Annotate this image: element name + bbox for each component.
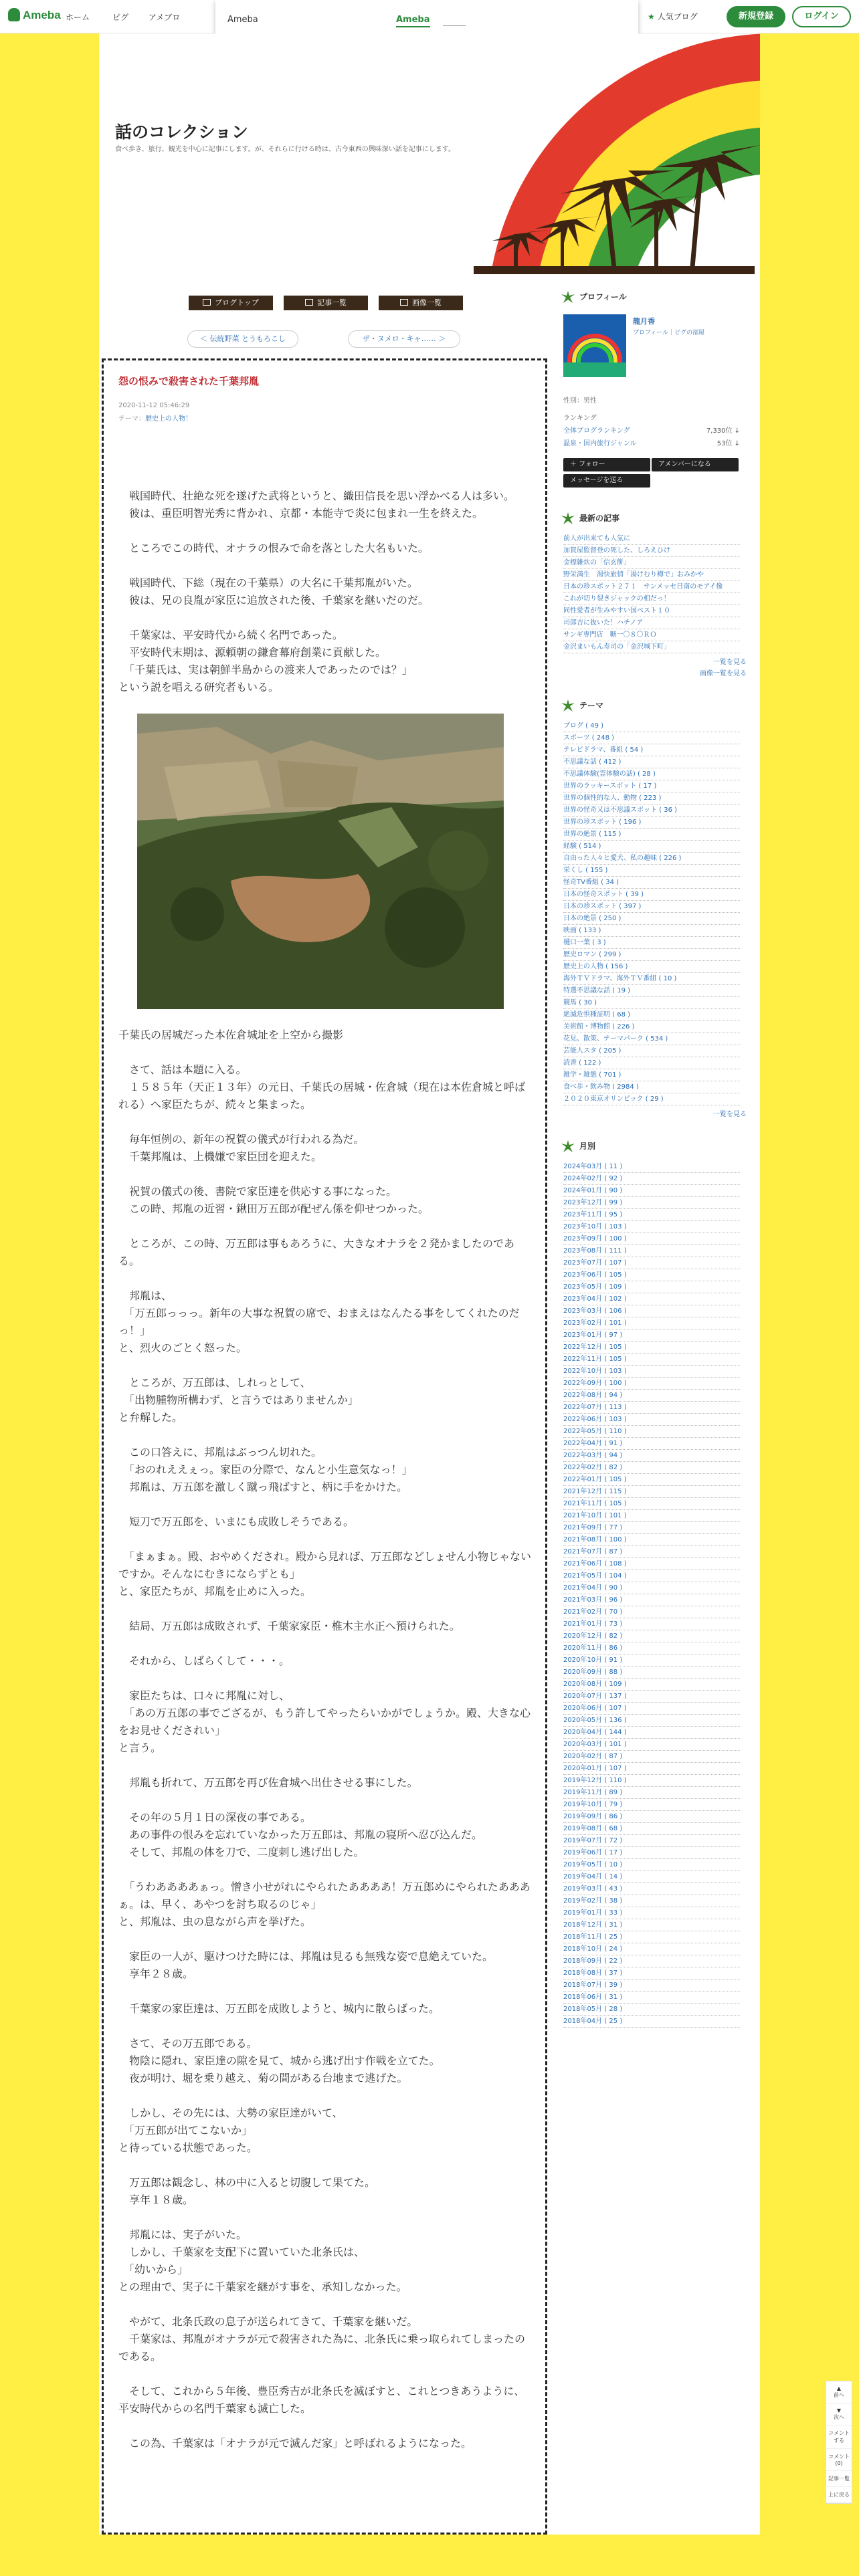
article-paragraph: ところが、この時、万五郎は事もあろうに、大きなオナラを２発かましたのである。 xyxy=(118,1237,515,1267)
leaf-icon xyxy=(561,699,575,712)
month-link[interactable]: 2023年05月 ( 109 ) xyxy=(563,1281,740,1293)
follow-button[interactable]: ＋ フォロー xyxy=(563,458,650,471)
month-link[interactable]: 2022年06月 ( 103 ) xyxy=(563,1414,740,1426)
month-link[interactable]: 2019年04月 ( 14 ) xyxy=(563,1871,740,1883)
month-link[interactable]: 2022年12月 ( 105 ) xyxy=(563,1341,740,1354)
theme-link[interactable]: 不思議な話 ( 412 ) xyxy=(563,756,740,768)
theme-link[interactable]: 歴史上の人物 ( 156 ) xyxy=(563,961,740,973)
theme-link[interactable]: スポーツ ( 248 ) xyxy=(563,732,740,744)
monthly-list xyxy=(563,1161,740,2028)
recent-article-link[interactable]: サンギ専門店 糖一〇８〇ＲＯ xyxy=(563,629,740,641)
theme-link[interactable]: 競馬 ( 30 ) xyxy=(563,997,740,1009)
theme-link[interactable]: 海外ＴＶドラマ、海外ＴＶ番組 ( 10 ) xyxy=(563,973,740,985)
theme-link[interactable]: 不思議体験(霊体験の話) ( 28 ) xyxy=(563,768,740,780)
month-link[interactable]: 2018年12月 ( 31 ) xyxy=(563,1919,740,1931)
month-link[interactable]: 2024年03月 ( 11 ) xyxy=(563,1161,740,1173)
article-paragraph: 家臣の一人が、駆けつけた時には、邦胤は見るも無残な姿で息絶えていた。 享年２８歳。 xyxy=(129,1950,494,1980)
recent-article-link[interactable]: 加賀屋監督登の死した、しろえひけ xyxy=(563,545,740,557)
month-link[interactable]: 2023年02月 ( 101 ) xyxy=(563,1317,740,1329)
prev-button[interactable]: ▲ 前へ xyxy=(826,2381,852,2403)
article-paragraph: やがて、北条氏政の息子が送られてきて、千葉家を継いだ。 千葉家は、邦胤がオナラが元で殺害された為に、北条氏に乗っ取られてしまったのである。 xyxy=(118,2315,526,2363)
theme-link[interactable]: 経験 ( 514 ) xyxy=(563,841,740,853)
signup-button[interactable]: 新規登録 xyxy=(727,6,785,27)
recent-heading: 最新の記事 xyxy=(559,509,753,528)
avatar[interactable] xyxy=(563,314,626,377)
recent-article-link[interactable]: 司郎吉に抜いた！ハチノア xyxy=(563,617,740,629)
article-paragraph: 結局、万五郎は成敗されず、千葉家家臣・椎木主水正へ預けられた。 xyxy=(118,1620,460,1632)
theme-link[interactable]: 怪奇TV番組 ( 34 ) xyxy=(563,877,740,889)
theme-link[interactable]: 世界の個性的な人、動物 ( 223 ) xyxy=(563,792,740,804)
theme-link[interactable]: 歴史ロマン ( 299 ) xyxy=(563,949,740,961)
prev-article-link[interactable]: ＜ 伝統野菜 とうもろこし xyxy=(187,330,298,348)
month-link[interactable]: 2020年10月 ( 91 ) xyxy=(563,1654,740,1667)
theme-list xyxy=(563,720,740,1105)
nav-blog-top[interactable]: ブログトップ xyxy=(189,296,273,310)
month-link[interactable]: 2020年03月 ( 101 ) xyxy=(563,1739,740,1751)
month-link[interactable]: 2023年08月 ( 111 ) xyxy=(563,1245,740,1257)
floating-nav xyxy=(826,2381,852,2504)
theme-link[interactable]: 雑学・雑態 ( 701 ) xyxy=(563,1069,740,1081)
month-link[interactable]: 2023年11月 ( 95 ) xyxy=(563,1209,740,1221)
month-link[interactable]: 2022年07月 ( 113 ) xyxy=(563,1402,740,1414)
theme-link[interactable]: 世界のラッキースポット ( 17 ) xyxy=(563,780,740,792)
next-article-link[interactable]: ザ・ヌメロ・キャ…… ＞ xyxy=(348,330,460,348)
arrow-up-icon: ▲ xyxy=(836,2385,842,2391)
article-list-button[interactable]: 記事一覧 xyxy=(826,2471,852,2487)
photo-caption: 千葉氏の居城だった本佐倉城址を上空から撮影 xyxy=(118,1029,344,1041)
article-paragraph: その年の５月１日の深夜の事である。 あの事件の恨みを忘れていなかった万五郎は、邦胤の寝所へ忍び込んだ。 そして、邦胤の体を刀で、二度刺し逃げ出した。 xyxy=(129,1811,483,1858)
article-theme: テーマ：歴史上の人物！ xyxy=(118,415,192,423)
theme-link[interactable]: 絶滅危惧種証明 ( 68 ) xyxy=(563,1009,740,1021)
comment-button[interactable]: コメントする xyxy=(826,2426,852,2449)
theme-link[interactable]: 美術館・博物館 ( 226 ) xyxy=(563,1021,740,1033)
theme-link[interactable]: 自由った人々と愛犬、私の趣味 ( 226 ) xyxy=(563,853,740,865)
month-link[interactable]: 2022年10月 ( 103 ) xyxy=(563,1366,740,1378)
month-link[interactable]: 2021年01月 ( 73 ) xyxy=(563,1618,740,1630)
month-link[interactable]: 2023年01月 ( 97 ) xyxy=(563,1329,740,1341)
month-link[interactable]: 2024年02月 ( 92 ) xyxy=(563,1173,740,1185)
month-link[interactable]: 2018年11月 ( 25 ) xyxy=(563,1931,740,1943)
article-paragraph: それから、しばらくして・・・。 xyxy=(118,1654,290,1667)
month-link[interactable]: 2024年01月 ( 90 ) xyxy=(563,1185,740,1197)
month-link[interactable]: 2023年04月 ( 102 ) xyxy=(563,1293,740,1305)
month-link[interactable]: 2021年08月 ( 100 ) xyxy=(563,1534,740,1546)
month-link[interactable]: 2023年09月 ( 100 ) xyxy=(563,1233,740,1245)
theme-link[interactable]: ２０２０東京オリンピック ( 29 ) xyxy=(563,1093,740,1105)
month-link[interactable]: 2019年03月 ( 43 ) xyxy=(563,1883,740,1895)
article-paragraph: 邦胤には、実子がいた。 しかし、千葉家を支配下に置いていた北条氏は、 「幼いから」 との理由で、実子に千葉家を継がす事を、承知しなかった。 xyxy=(118,2228,407,2293)
article-paragraph: この口答えに、邦胤はぶっつん切れた。 「おのれええぇっ。家臣の分際で、なんと小生意気なっ！」 邦胤は、万五郎を激しく蹴っ飛ばすと、柄に手をかけた。 xyxy=(129,1446,413,1493)
month-link[interactable]: 2022年08月 ( 94 ) xyxy=(563,1390,740,1402)
recent-article-link[interactable]: 金標雑炊の「信玄餅」 xyxy=(563,557,740,569)
month-link[interactable]: 2021年03月 ( 96 ) xyxy=(563,1594,740,1606)
month-link[interactable]: 2020年06月 ( 107 ) xyxy=(563,1703,740,1715)
month-link[interactable]: 2018年06月 ( 31 ) xyxy=(563,1992,740,2004)
theme-link[interactable]: 世界の絶景 ( 115 ) xyxy=(563,829,740,841)
login-button[interactable]: ログイン xyxy=(792,6,851,27)
profile-heading: プロフィール xyxy=(559,288,753,306)
month-link[interactable]: 2021年12月 ( 115 ) xyxy=(563,1486,740,1498)
blog-title[interactable]: 話のコレクション xyxy=(115,122,249,142)
article-paragraph: 万五郎は観念し、林の中に入ると切腹して果てた。 享年１８歳。 xyxy=(129,2176,376,2206)
article-paragraph: ところが、万五郎は、しれっとして、 「出物腫物所構わず、と言うではありませんか」 と弁解した。 xyxy=(118,1376,359,1424)
month-link[interactable]: 2018年05月 ( 28 ) xyxy=(563,2004,740,2016)
monthly-heading: 月別 xyxy=(559,1137,753,1156)
article-paragraph: この為、千葉家は「オナラが元で滅んだ家」と呼ばれるようになった。 xyxy=(118,2437,472,2450)
month-link[interactable]: 2021年07月 ( 87 ) xyxy=(563,1546,740,1558)
theme-link[interactable]: 世界の怪奇又は不思議スポット ( 36 ) xyxy=(563,804,740,817)
month-link[interactable]: 2021年09月 ( 77 ) xyxy=(563,1522,740,1534)
theme-link[interactable]: テレビドラマ、番組 ( 54 ) xyxy=(563,744,740,756)
month-link[interactable]: 2019年07月 ( 72 ) xyxy=(563,1835,740,1847)
month-link[interactable]: 2023年12月 ( 99 ) xyxy=(563,1197,740,1209)
theme-more-link[interactable]: 一覧を見る xyxy=(713,1111,747,1118)
castle-aerial-photo[interactable] xyxy=(137,714,504,1009)
theme-link[interactable]: 芸能人スタ ( 205 ) xyxy=(563,1045,740,1057)
nav-ameblo-link[interactable]: アメブロ xyxy=(149,13,181,22)
month-link[interactable]: 2022年09月 ( 100 ) xyxy=(563,1378,740,1390)
leaf-icon xyxy=(561,1140,575,1153)
theme-link[interactable]: 世界の珍スポット ( 196 ) xyxy=(563,817,740,829)
theme-link[interactable]: 日本の絶景 ( 250 ) xyxy=(563,913,740,925)
image-list-link[interactable]: 画像一覧を見る xyxy=(700,670,747,677)
month-link[interactable]: 2021年06月 ( 108 ) xyxy=(563,1558,740,1570)
recent-list xyxy=(563,533,740,653)
month-link[interactable]: 2018年04月 ( 25 ) xyxy=(563,2016,740,2028)
theme-link[interactable]: 日本の怪奇スポット ( 39 ) xyxy=(563,889,740,901)
leaf-icon xyxy=(561,290,575,304)
theme-link[interactable]: 日本の珍スポット ( 397 ) xyxy=(563,901,740,913)
month-link[interactable]: 2019年11月 ( 89 ) xyxy=(563,1787,740,1799)
popup-tab-underline xyxy=(443,25,466,26)
leaf-icon xyxy=(561,512,575,525)
month-link[interactable]: 2020年11月 ( 86 ) xyxy=(563,1642,740,1654)
profile-gender: 性別：男性 xyxy=(563,397,597,405)
recent-more-link[interactable]: 一覧を見る xyxy=(713,659,747,666)
back-to-top-button[interactable]: 上に戻る xyxy=(826,2487,852,2503)
article-paragraph: さて、話は本題に入る。 １５８５年（天正１３年）の元日、千葉氏の居城・佐倉城（現在は本佐倉城と呼ばれる）へ家臣たちが、続々と集まった。 xyxy=(118,1063,526,1111)
theme-link[interactable]: 特選不思議な話 ( 19 ) xyxy=(563,985,740,997)
month-link[interactable]: 2020年04月 ( 144 ) xyxy=(563,1727,740,1739)
blog-description: 食べ歩き、旅行、観光を中心に記事にします。が、それらに行ける時は、古今東西の興味深い話を記事にします。 xyxy=(115,146,455,153)
recent-article-link[interactable]: これが切り裂きジャックの相だっ！ xyxy=(563,593,740,605)
month-link[interactable]: 2022年03月 ( 94 ) xyxy=(563,1450,740,1462)
profile-box xyxy=(559,312,753,412)
amember-button[interactable]: アメンバーになる xyxy=(652,458,739,471)
article-paragraph: 毎年恒例の、新年の祝賀の儀式が行われる為だ。 千葉邦胤は、上機嫌で家臣団を迎えた。 xyxy=(129,1133,365,1163)
month-link[interactable]: 2019年10月 ( 79 ) xyxy=(563,1799,740,1811)
month-link[interactable]: 2023年03月 ( 106 ) xyxy=(563,1305,740,1317)
theme-link[interactable]: 映画 ( 133 ) xyxy=(563,925,740,937)
comment-count[interactable]: コメント(0) xyxy=(826,2449,852,2471)
month-link[interactable]: 2019年02月 ( 38 ) xyxy=(563,1895,740,1907)
article-paragraph: 「まぁまぁ。殿、おやめくだされ。殿から見れば、万五郎などしょせん小物じゃないですか。そんなにむきにならずとも」 と、家臣たちが、邦胤を止めに入った。 xyxy=(118,1550,531,1598)
article-paragraph: 戦国時代、壮絶な死を遂げた武将というと、織田信長を思い浮かべる人は多い。 彼は、重臣明智光秀に背かれ、京都・本能寺で炎に包まれ一生を終えた。 xyxy=(129,490,515,520)
month-link[interactable]: 2018年07月 ( 39 ) xyxy=(563,1979,740,1992)
theme-link[interactable]: ブログ ( 49 ) xyxy=(563,720,740,732)
article-paragraphs-after xyxy=(118,1061,532,2452)
nav-article-list[interactable]: 記事一覧 xyxy=(284,296,368,310)
recent-article-link[interactable]: 日本の珍スポット２７１ サンメッセ日南のモアイ像 xyxy=(563,581,740,593)
article-body xyxy=(118,488,532,2470)
article-paragraph: 戦国時代、下総（現在の千葉県）の大名に千葉邦胤がいた。 彼は、兄の良胤が家臣に追放された後、千葉家を継いだのだ。 xyxy=(129,576,430,607)
theme-link[interactable]: 読書 ( 122 ) xyxy=(563,1057,740,1069)
month-link[interactable]: 2020年09月 ( 88 ) xyxy=(563,1667,740,1679)
next-button[interactable]: ▼ 次へ xyxy=(826,2403,852,2426)
global-header xyxy=(0,0,859,33)
month-link[interactable]: 2021年11月 ( 105 ) xyxy=(563,1498,740,1510)
nav-pigg-link[interactable]: ピグ xyxy=(112,13,129,22)
profile-actions xyxy=(563,458,753,490)
article-paragraph: そして、これから５年後、豊臣秀吉が北条氏を滅ぼすと、これとつきあうように、平安時代からの名門千葉家も滅亡した。 xyxy=(118,2385,525,2415)
profile-name[interactable]: 龍月香 xyxy=(633,317,655,326)
month-link[interactable]: 2019年06月 ( 17 ) xyxy=(563,1847,740,1859)
recent-article-link[interactable]: 同性愛者が生みやすい国ベスト１０ xyxy=(563,605,740,617)
article-paragraph: 「うわああああぁっ。憎き小せがれにやられたああああ！万五郎めにやられたあああぁ。は、早く、あやつを討ち取るのじゃ」 と、邦胤は、虫の息ながら声を挙げた。 xyxy=(118,1881,531,1928)
month-link[interactable]: 2021年10月 ( 101 ) xyxy=(563,1510,740,1522)
ameba-logo-icon xyxy=(8,8,20,21)
month-link[interactable]: 2020年01月 ( 107 ) xyxy=(563,1763,740,1775)
theme-link[interactable]: 食べ歩・飲み物 ( 2984 ) xyxy=(563,1081,740,1093)
theme-heading: テーマ xyxy=(559,696,753,715)
recent-article-link[interactable]: 金沢まいもん寿司の「金沢城下町」 xyxy=(563,641,740,653)
month-link[interactable]: 2018年08月 ( 37 ) xyxy=(563,1967,740,1979)
ameba-logo[interactable]: Ameba xyxy=(8,8,61,22)
month-link[interactable]: 2019年05月 ( 10 ) xyxy=(563,1859,740,1871)
month-link[interactable]: 2021年04月 ( 90 ) xyxy=(563,1582,740,1594)
article-entry xyxy=(102,358,547,2535)
profile-links[interactable]: プロフィール｜ピグの部屋 xyxy=(633,330,705,336)
article-title[interactable]: 怨の恨みで殺害された千葉邦胤 xyxy=(118,375,260,387)
theme-link[interactable]: 栄くし ( 155 ) xyxy=(563,865,740,877)
overall-ranking: 全体ブログランキング 7,330位 ↓ xyxy=(563,427,740,435)
genre-ranking: 温泉・国内旅行ジャンル 53位 ↓ xyxy=(563,440,740,447)
month-link[interactable]: 2020年07月 ( 137 ) xyxy=(563,1691,740,1703)
month-link[interactable]: 2021年02月 ( 70 ) xyxy=(563,1606,740,1618)
list-icon xyxy=(305,299,313,306)
article-paragraph: 邦胤も折れて、万五郎を再び佐倉城へ出仕させる事にした。 xyxy=(118,1776,418,1789)
month-link[interactable]: 2019年01月 ( 33 ) xyxy=(563,1907,740,1919)
article-paragraph: 千葉家の家臣達は、万五郎を成敗しようと、城内に散らばった。 xyxy=(118,2002,440,2015)
popup-tab-ameba[interactable]: Ameba xyxy=(396,15,430,27)
theme-link[interactable]: 花見、散策、テーマパーク ( 534 ) xyxy=(563,1033,740,1045)
article-paragraph: しかし、その先には、大勢の家臣達がいて、 「万五郎が出てこないか」 と待っている状態であった。 xyxy=(118,2107,343,2154)
article-paragraph: さて、その万五郎である。 物陰に隠れ、家臣達の隙を見て、城から逃げ出す作戦を立てた。 夜が明け、堀を乗り越え、菊の間がある台地まで逃げた。 xyxy=(129,2037,440,2084)
month-link[interactable]: 2022年01月 ( 105 ) xyxy=(563,1474,740,1486)
theme-link[interactable]: 歴史上の人物！ xyxy=(145,415,192,423)
month-link[interactable]: 2019年08月 ( 68 ) xyxy=(563,1823,740,1835)
article-paragraph: 短刀で万五郎を、いまにも成敗しそうである。 xyxy=(118,1515,355,1528)
popup-brand: Ameba xyxy=(227,15,258,25)
month-link[interactable]: 2018年10月 ( 24 ) xyxy=(563,1943,740,1955)
article-paragraph: ところでこの時代、オナラの恨みで命を落とした大名もいた。 xyxy=(118,542,429,554)
month-link[interactable]: 2023年07月 ( 107 ) xyxy=(563,1257,740,1269)
recent-article-link[interactable]: 前人が出来ても人気に xyxy=(563,533,740,545)
month-link[interactable]: 2021年05月 ( 104 ) xyxy=(563,1570,740,1582)
recent-article-link[interactable]: 野栄満生 湯快旅情「湯けむり樽で」おみかや xyxy=(563,569,740,581)
blog-page xyxy=(99,33,760,2535)
article-paragraph: 邦胤は、 「万五郎っっっ。新年の大事な祝賀の席で、おまえはなんたる事をしてくれたのだっ！」 と、烈火のごとく怒った。 xyxy=(118,1289,520,1354)
month-link[interactable]: 2019年09月 ( 86 ) xyxy=(563,1811,740,1823)
ranking-link[interactable]: ★ 人気ブログ xyxy=(648,12,698,21)
month-link[interactable]: 2023年10月 ( 103 ) xyxy=(563,1221,740,1233)
month-link[interactable]: 2022年11月 ( 105 ) xyxy=(563,1354,740,1366)
article-paragraph: 祝賀の儀式の後、書院で家臣達を供応する事になった。 この時、邦胤の近習・鍬田万五郎が配ぜん係を仰せつかった。 xyxy=(129,1185,430,1215)
blog-header xyxy=(99,33,760,274)
article-date: 2020-11-12 05:46:29 xyxy=(118,402,190,409)
month-link[interactable]: 2022年02月 ( 82 ) xyxy=(563,1462,740,1474)
camera-icon xyxy=(400,299,408,306)
sidebar xyxy=(559,288,753,2028)
theme-link[interactable]: 樋口一葉 ( 3 ) xyxy=(563,937,740,949)
arrow-down-icon: ▼ xyxy=(836,2407,842,2413)
nav-home-link[interactable]: ホーム xyxy=(66,13,90,22)
month-link[interactable]: 2022年05月 ( 110 ) xyxy=(563,1426,740,1438)
month-link[interactable]: 2020年05月 ( 136 ) xyxy=(563,1715,740,1727)
article-paragraphs-before xyxy=(118,488,532,696)
home-icon xyxy=(203,299,211,306)
month-link[interactable]: 2020年02月 ( 87 ) xyxy=(563,1751,740,1763)
ranking-box: ランキング 全体ブログランキング 7,330位 ↓ 温泉・国内旅行ジャンル 53位 ↓ xyxy=(563,415,740,447)
month-link[interactable]: 2018年09月 ( 22 ) xyxy=(563,1955,740,1967)
article-paragraph: 家臣たちは、口々に邦胤に対し、 「あの万五郎の事でござるが、もう許してやったらいかがでしょうか。殿、大きな心をお見せくだされい」 と言う。 xyxy=(118,1689,531,1754)
message-button[interactable]: メッセージを送る xyxy=(563,474,650,488)
article-paragraph: 千葉家は、平安時代から続く名門であった。 平安時代末期は、源頼朝の鎌倉幕府創業に貢献した。 「千葉氏は、実は朝鮮半島からの渡来人であったのでは？」 という説を唱える研究者もいる。 xyxy=(118,629,413,693)
month-link[interactable]: 2020年12月 ( 82 ) xyxy=(563,1630,740,1642)
month-link[interactable]: 2022年04月 ( 91 ) xyxy=(563,1438,740,1450)
month-link[interactable]: 2019年12月 ( 110 ) xyxy=(563,1775,740,1787)
nav-image-list[interactable]: 画像一覧 xyxy=(379,296,463,310)
month-link[interactable]: 2023年06月 ( 105 ) xyxy=(563,1269,740,1281)
month-link[interactable]: 2020年08月 ( 109 ) xyxy=(563,1679,740,1691)
crown-icon: ★ xyxy=(648,12,655,21)
